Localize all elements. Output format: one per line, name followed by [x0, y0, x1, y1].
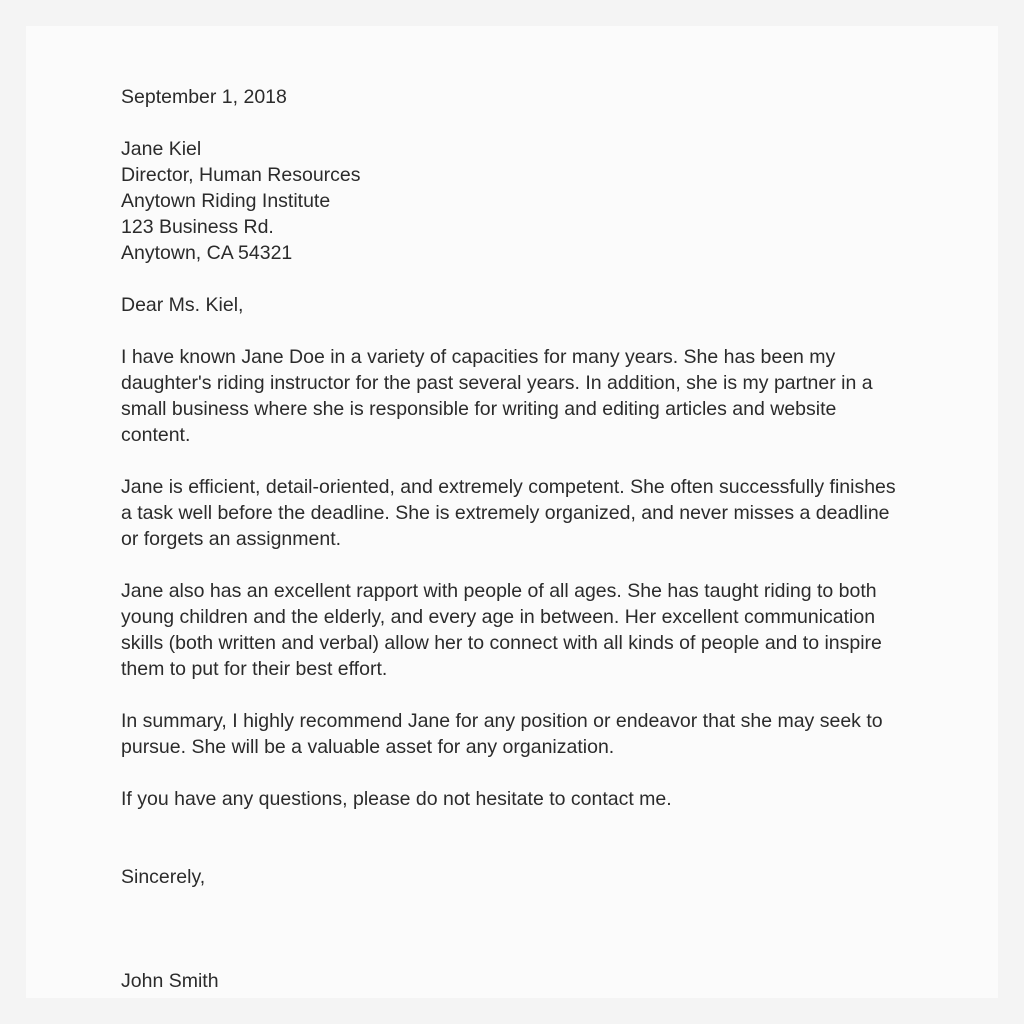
- salutation: Dear Ms. Kiel,: [121, 294, 244, 316]
- signature-name: John Smith: [121, 970, 219, 992]
- recipient-name: Jane Kiel: [121, 138, 202, 160]
- recipient-company: Anytown Riding Institute: [121, 190, 331, 212]
- closing: Sincerely,: [121, 866, 206, 888]
- recipient-street: 123 Business Rd.: [121, 216, 274, 238]
- body-paragraph-2: Jane is efficient, detail-oriented, and extremely competent. She often successfully finishes a task well before the deadline. She is extremely organized, and never misses a deadline or forgets an assignment.: [121, 476, 896, 550]
- recipient-title: Director, Human Resources: [121, 164, 361, 186]
- body-paragraph-5: If you have any questions, please do not hesitate to contact me.: [121, 788, 672, 810]
- recipient-city-state-zip: Anytown, CA 54321: [121, 242, 293, 264]
- letter-page: [26, 26, 998, 998]
- body-paragraph-4: In summary, I highly recommend Jane for any position or endeavor that she may seek to pursue. She will be a valuable asset for any organization.: [121, 710, 883, 758]
- body-paragraph-1: I have known Jane Doe in a variety of capacities for many years. She has been my daughter's riding instructor for the past several years. In addition, she is my partner in a small business where she is responsible for writing and editing articles and website content.: [121, 346, 873, 446]
- letter-date: September 1, 2018: [121, 86, 287, 108]
- recipient-address-block: [121, 136, 908, 266]
- recommendation-letter: [121, 84, 908, 998]
- body-paragraph-3: Jane also has an excellent rapport with people of all ages. She has taught riding to both young children and the elderly, and every age in between. Her excellent communication skills (both written and verbal) allow her to connect with all kinds of people and to inspire them to put for their best effort.: [121, 580, 882, 680]
